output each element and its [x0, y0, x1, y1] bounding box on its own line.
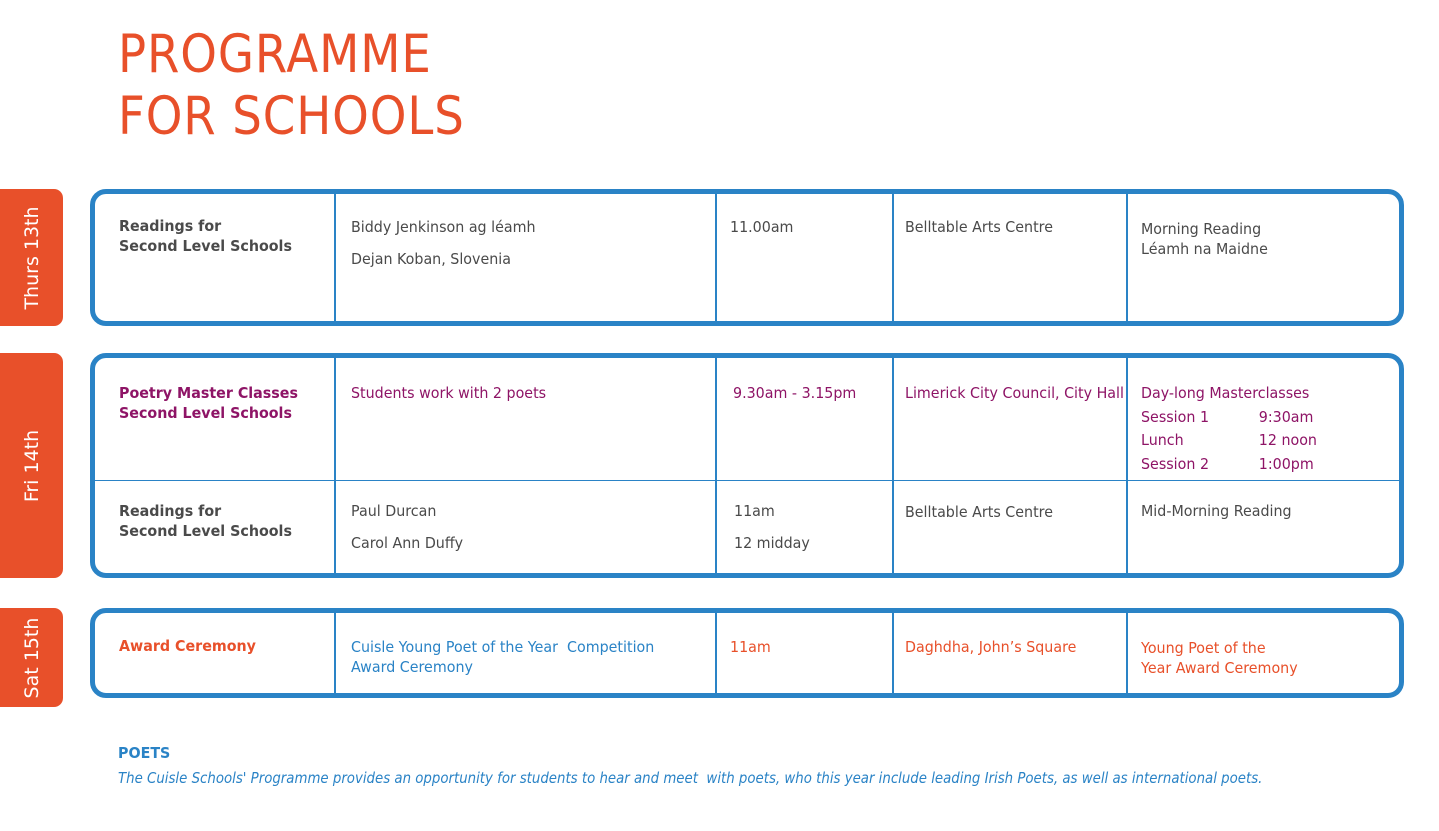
event-name: Poetry Master Classes Second Level Schools — [119, 384, 298, 422]
column-divider — [1126, 358, 1128, 573]
event-time: 11.00am — [730, 218, 794, 236]
column-divider — [334, 613, 336, 693]
schedule-block-thursday — [90, 189, 1404, 326]
event-venue: Belltable Arts Centre — [905, 218, 1053, 236]
column-divider — [892, 194, 894, 321]
poets-description: The Cuisle Schools' Programme provides an opportunity for students to hear and meet with poets, who this year include leading Irish Poets, as well as international poets. — [118, 769, 1263, 787]
session-row: Session 2 1:00pm — [1141, 454, 1314, 473]
session-row: Session 1 9:30am — [1141, 407, 1314, 426]
column-divider — [892, 613, 894, 693]
column-divider — [715, 358, 717, 573]
session-row: Lunch 12 noon — [1141, 431, 1317, 449]
event-name: Readings for Second Level Schools — [119, 217, 292, 255]
participants: Cuisle Young Poet of the Year Competition Award Ceremony — [351, 638, 655, 676]
event-venue: Limerick City Council, City Hall — [905, 384, 1124, 402]
event-notes: Morning Reading Léamh na Maidne — [1141, 220, 1268, 258]
event-notes: Day-long Masterclasses Session 1 9:30am Lunch 12 noon Session 2 1:00pm — [1141, 382, 1317, 476]
column-divider — [892, 358, 894, 573]
day-label: Thurs 13th — [20, 205, 43, 310]
column-divider — [1126, 613, 1128, 693]
participants: Students work with 2 poets — [351, 384, 547, 402]
event-venue: Daghdha, John’s Square — [905, 638, 1077, 656]
day-label: Fri 14th — [20, 429, 43, 502]
column-divider — [334, 194, 336, 321]
participants: Paul Durcan Carol Ann Duffy — [351, 502, 464, 552]
schedule-block-saturday — [90, 608, 1404, 698]
event-time: 9.30am - 3.15pm — [733, 384, 857, 402]
page-title-line-1: PROGRAMME — [118, 24, 432, 85]
page-title-line-2: FOR SCHOOLS — [118, 86, 465, 147]
column-divider — [334, 358, 336, 573]
column-divider — [1126, 194, 1128, 321]
event-notes: Young Poet of the Year Award Ceremony — [1141, 639, 1298, 677]
column-divider — [715, 613, 717, 693]
event-venue: Belltable Arts Centre — [905, 503, 1053, 521]
participants: Biddy Jenkinson ag léamh Dejan Koban, Slovenia — [351, 218, 536, 268]
column-divider — [715, 194, 717, 321]
event-time: 11am 12 midday — [734, 502, 810, 552]
schedule-block-friday — [90, 353, 1404, 578]
day-tab-saturday — [0, 608, 63, 707]
day-label: Sat 15th — [20, 617, 43, 698]
event-notes: Mid-Morning Reading — [1141, 502, 1292, 520]
event-time: 11am — [730, 638, 771, 656]
page-title — [118, 24, 465, 148]
day-tab-friday — [0, 353, 63, 578]
poets-heading: POETS — [118, 744, 171, 762]
row-divider — [95, 480, 1399, 481]
day-tab-thursday — [0, 189, 63, 326]
event-name: Readings for Second Level Schools — [119, 502, 292, 540]
event-name: Award Ceremony — [119, 637, 256, 655]
